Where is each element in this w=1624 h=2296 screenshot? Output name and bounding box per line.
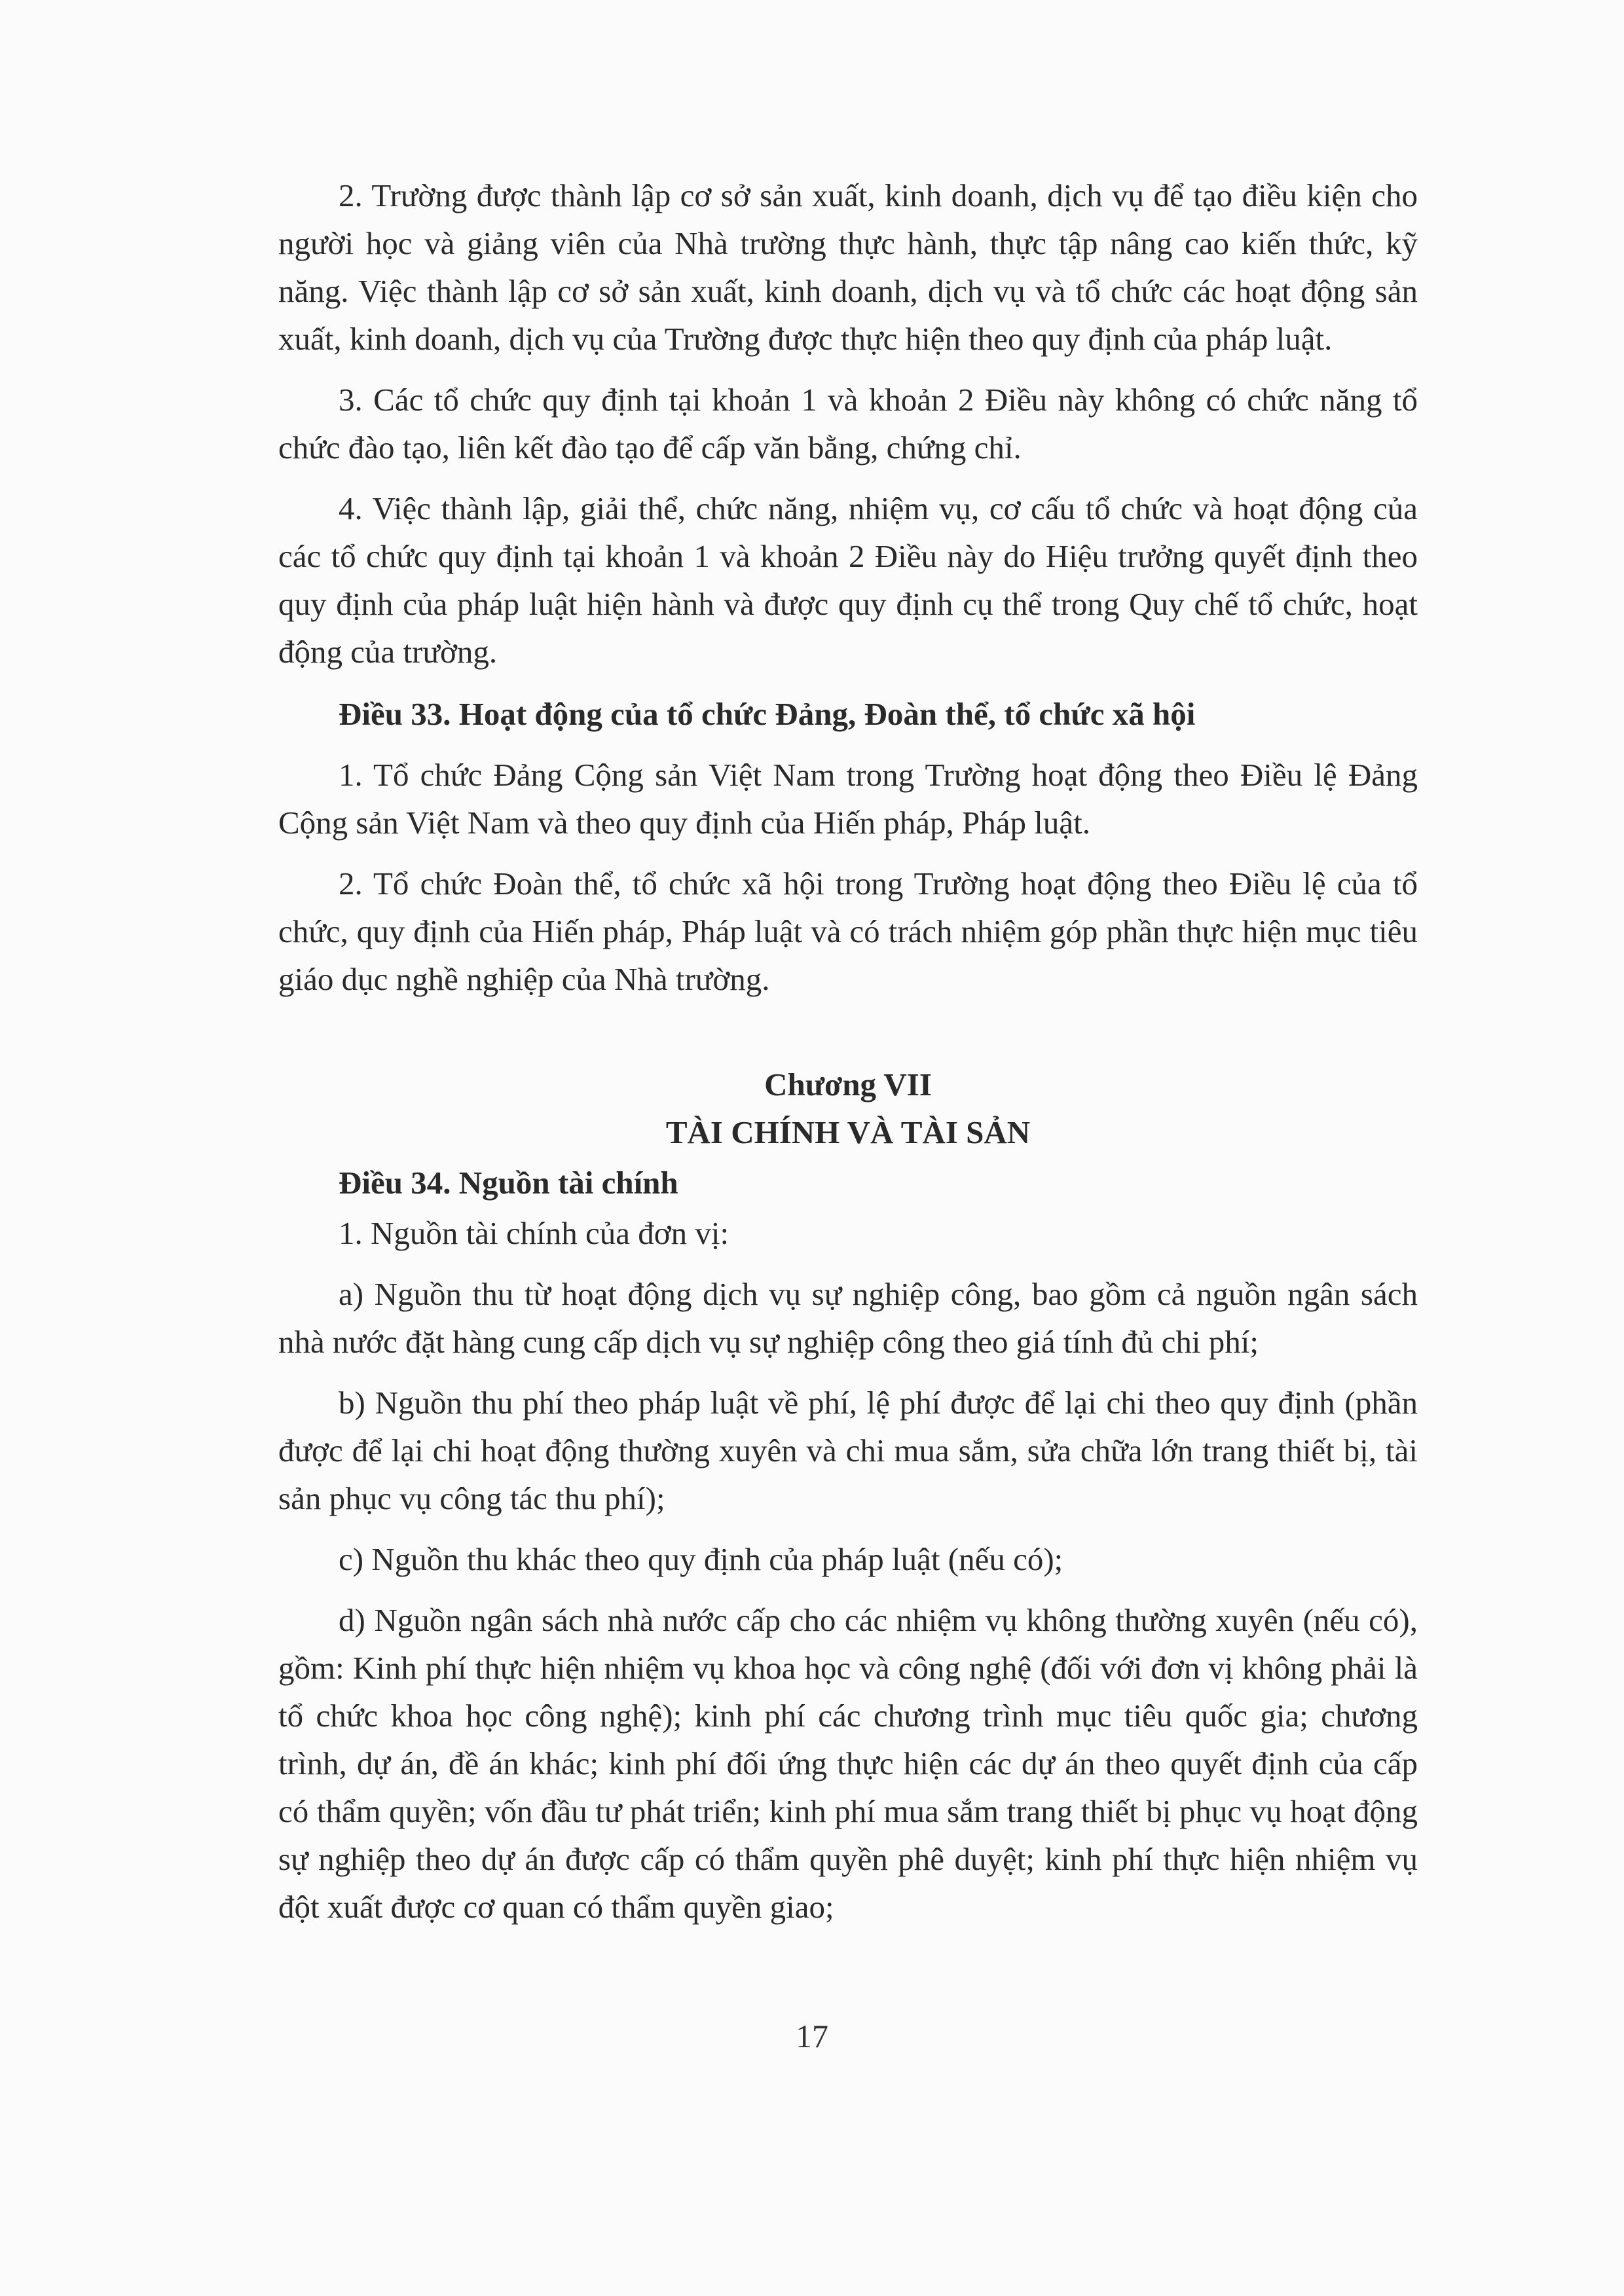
article-33-paragraph-1: 1. Tổ chức Đảng Cộng sản Việt Nam trong Trường hoạt động theo Điều lệ Đảng Cộng sản Việt Nam và theo quy định của Hiến pháp, Pháp luật. (278, 757, 1418, 841)
chapter-title: TÀI CHÍNH VÀ TÀI SẢN (665, 1114, 1031, 1150)
article-33-heading: Điều 33. Hoạt động của tổ chức Đảng, Đoàn thể, tổ chức xã hội (339, 696, 1196, 732)
article-34-heading: Điều 34. Nguồn tài chính (339, 1165, 678, 1201)
document-body (278, 172, 1418, 1931)
article-34-item-b: b) Nguồn thu phí theo pháp luật về phí, lệ phí được để lại chi theo quy định (phần được để lại chi hoạt động thường xuyên và chi mua sắm, sửa chữa lớn trang thiết bị, tài sản phục vụ công tác thu phí); (278, 1385, 1418, 1516)
article-34-item-a: a) Nguồn thu từ hoạt động dịch vụ sự nghiệp công, bao gồm cả nguồn ngân sách nhà nước đặt hàng cung cấp dịch vụ sự nghiệp công theo giá tính đủ chi phí; (278, 1276, 1418, 1360)
article-34-paragraph-1: 1. Nguồn tài chính của đơn vị: (339, 1215, 729, 1251)
article-34-item-d: d) Nguồn ngân sách nhà nước cấp cho các nhiệm vụ không thường xuyên (nếu có), gồm: Kinh phí thực hiện nhiệm vụ khoa học và công nghệ (đối với đơn vị không phải là tổ chức khoa học công nghệ); kinh phí các chương trình mục tiêu quốc gia; chương trình, dự án, đề án khác; kinh phí đối ứng thực hiện các dự án theo quyết định của cấp có thẩm quyền; vốn đầu tư phát triển; kinh phí mua sắm trang thiết bị phục vụ hoạt động sự nghiệp theo dự án được cấp có thẩm quyền phê duyệt; kinh phí thực hiện nhiệm vụ đột xuất được cơ quan có thẩm quyền giao; (278, 1602, 1418, 1925)
paragraph-item-3: 3. Các tổ chức quy định tại khoản 1 và khoản 2 Điều này không có chức năng tổ chức đào tạo, liên kết đào tạo để cấp văn bằng, chứng chỉ. (278, 382, 1418, 465)
paragraph-item-4: 4. Việc thành lập, giải thể, chức năng, nhiệm vụ, cơ cấu tổ chức và hoạt động của các tổ chức quy định tại khoản 1 và khoản 2 Điều này do Hiệu trưởng quyết định theo quy định của pháp luật hiện hành và được quy định cụ thể trong Quy chế tổ chức, hoạt động của trường. (278, 490, 1418, 670)
article-33-paragraph-2: 2. Tổ chức Đoàn thể, tổ chức xã hội trong Trường hoạt động theo Điều lệ của tổ chức, quy định của Hiến pháp, Pháp luật và có trách nhiệm góp phần thực hiện mục tiêu giáo dục nghề nghiệp của Nhà trường. (278, 866, 1418, 997)
page-number: 17 (796, 2018, 828, 2054)
chapter-number: Chương VII (764, 1066, 932, 1102)
article-34-item-c: c) Nguồn thu khác theo quy định của pháp luật (nếu có); (339, 1541, 1063, 1577)
paragraph-item-2: 2. Trường được thành lập cơ sở sản xuất, kinh doanh, dịch vụ để tạo điều kiện cho người học và giảng viên của Nhà trường thực hành, thực tập nâng cao kiến thức, kỹ năng. Việc thành lập cơ sở sản xuất, kinh doanh, dịch vụ và tổ chức các hoạt động sản xuất, kinh doanh, dịch vụ của Trường được thực hiện theo quy định của pháp luật. (278, 177, 1418, 357)
